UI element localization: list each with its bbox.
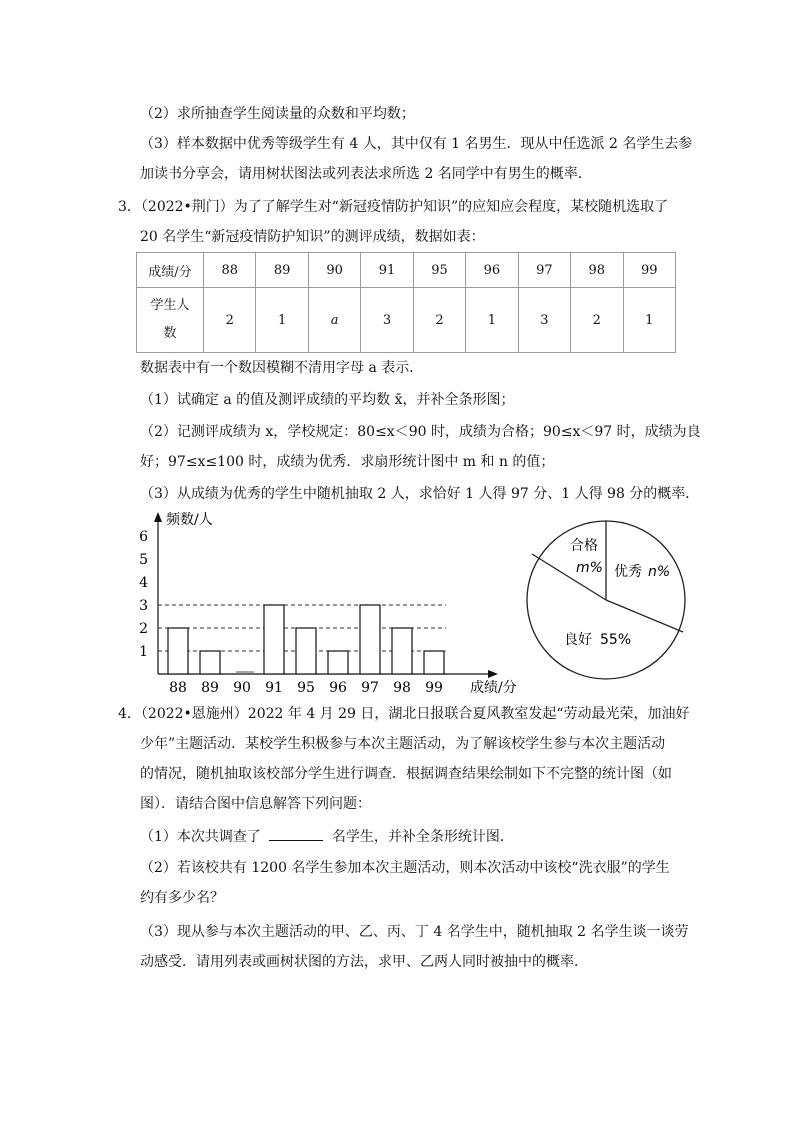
q4-part3-line2: 动感受．请用列表或画树状图的方法，求甲、乙两人同时被抽中的概率． — [140, 954, 588, 970]
bar — [200, 651, 220, 674]
q4-part3-line1: （3）现从参与本次主题活动的甲、乙、丙、丁 4 名学生中，随机抽取 2 名学生谈一谈劳 — [140, 924, 689, 940]
pie-label-hege: 合格 — [570, 538, 598, 554]
x-axis-label: 成绩/分 — [470, 680, 517, 696]
q4-part1-text-a: （1）本次共调查了 — [140, 829, 261, 845]
q2-part2: （2）求所抽查学生阅读量的众数和平均数； — [140, 106, 415, 122]
y-tick-label: 6 — [139, 529, 148, 545]
q3-note: 数据表中有一个数因模糊不清用字母 a 表示． — [140, 360, 424, 376]
q4-part1 — [140, 826, 514, 847]
pie-value-m: m% — [576, 560, 603, 576]
table-cell: 95 — [413, 253, 465, 288]
bar — [328, 651, 348, 674]
bar — [168, 628, 188, 674]
x-tick-label: 95 — [297, 680, 315, 696]
y-tick-label: 3 — [139, 598, 148, 614]
x-tick-label: 98 — [393, 680, 411, 696]
pie-label-youxiu: 优秀 — [614, 564, 642, 580]
bar — [392, 628, 412, 674]
table-cell: 1 — [256, 288, 308, 353]
q3-part2-line2: 好；97≤x≤100 时，成绩为优秀．求扇形统计图中 m 和 n 的值； — [140, 454, 555, 470]
q2-part3-line1: （3）样本数据中优秀等级学生有 4 人，其中仅有 1 名男生．现从中任选派 2 名学生去参 — [140, 136, 693, 152]
x-tick-label: 96 — [329, 680, 347, 696]
y-tick-label: 5 — [139, 552, 148, 568]
pie-label-lianghao: 良好 — [564, 632, 592, 648]
q4-line3: 的情况，随机抽取该校部分学生进行调查．根据调查结果绘制如下不完整的统计图（如 — [140, 766, 672, 782]
table-cell: a — [308, 288, 360, 353]
pie-value-n: n% — [648, 564, 671, 580]
pie-value-good: 55% — [600, 632, 632, 648]
x-tick-label: 97 — [361, 680, 379, 696]
bar — [424, 651, 444, 674]
table-cell: 96 — [466, 253, 518, 288]
q3-intro-line2: 20 名学生“新冠疫情防护知识”的测评成绩，数据如表： — [140, 229, 485, 245]
table-cell: 98 — [571, 253, 623, 288]
table-cell: 90 — [308, 253, 360, 288]
y-axis-label: 频数/人 — [166, 512, 213, 528]
table-cell: 99 — [623, 253, 676, 288]
y-tick-label: 4 — [139, 575, 148, 591]
table-cell: 2 — [204, 288, 256, 353]
pie-chart — [524, 518, 690, 684]
q4-line1: 4．（2022•恩施州）2022 年 4 月 29 日，湖北日报联合夏风教室发起“劳动最光荣，加油好 — [118, 706, 690, 722]
table-cell: 2 — [413, 288, 465, 353]
table-row — [137, 288, 676, 353]
table-cell: 1 — [466, 288, 518, 353]
q3-part1: （1）试确定 a 的值及测评成绩的平均数 x̄，并补全条形图； — [140, 392, 515, 408]
y-axis-arrow — [154, 512, 162, 522]
x-tick-label: 89 — [201, 680, 219, 696]
x-tick-label: 99 — [425, 680, 443, 696]
q3-part3: （3）从成绩为优秀的学生中随机抽取 2 人，求恰好 1 人得 97 分、1 人得 98 分的概率． — [140, 486, 700, 502]
q3-intro-line1: 3．（2022•荆门）为了了解学生对“新冠疫情防护知识”的应知应会程度，某校随机选取了 — [118, 199, 669, 215]
row-label-line2: 数 — [163, 326, 177, 341]
x-tick-label: 88 — [169, 680, 187, 696]
table-cell: 88 — [204, 253, 256, 288]
answer-blank — [269, 826, 323, 841]
x-tick-label: 91 — [265, 680, 283, 696]
q4-part2-line2: 约有多少名？ — [140, 890, 224, 906]
table-cell: 89 — [256, 253, 308, 288]
table-cell: 1 — [623, 288, 676, 353]
x-tick-label: 90 — [233, 680, 251, 696]
table-cell: 91 — [361, 253, 413, 288]
table-cell: 2 — [571, 288, 623, 353]
row-label-line1: 学生人 — [150, 298, 190, 313]
q3-part2-line1: （2）记测评成绩为 x，学校规定：80≤x＜90 时，成绩为合格；90≤x＜97 时，成绩为良 — [140, 424, 701, 440]
x-axis-arrow — [488, 670, 498, 678]
q4-line4: 图）．请结合图中信息解答下列问题： — [140, 796, 371, 812]
bar-chart — [130, 508, 540, 704]
q2-part3-line2: 加读书分享会，请用树状图法或列表法求所选 2 名同学中有男生的概率． — [140, 166, 592, 182]
bar — [264, 605, 284, 674]
table-row — [137, 253, 676, 288]
score-table — [136, 252, 676, 353]
bar — [296, 628, 316, 674]
q4-part1-text-b: 名学生，并补全条形统计图． — [331, 829, 514, 845]
table-cell: 97 — [518, 253, 570, 288]
table-header-cell: 成绩/分 — [137, 253, 204, 288]
table-cell: 3 — [518, 288, 570, 353]
bar — [360, 605, 380, 674]
q4-part2-line1: （2）若该校共有 1200 名学生参加本次主题活动，则本次活动中该校“洗衣服”的学生 — [140, 860, 670, 876]
table-cell: 3 — [361, 288, 413, 353]
table-header-cell — [137, 288, 204, 353]
y-tick-label: 1 — [139, 644, 148, 660]
q4-line2: 少年”主题活动．某校学生积极参与本次主题活动，为了解该校学生参与本次主题活动 — [140, 736, 666, 752]
y-tick-label: 2 — [139, 621, 148, 637]
